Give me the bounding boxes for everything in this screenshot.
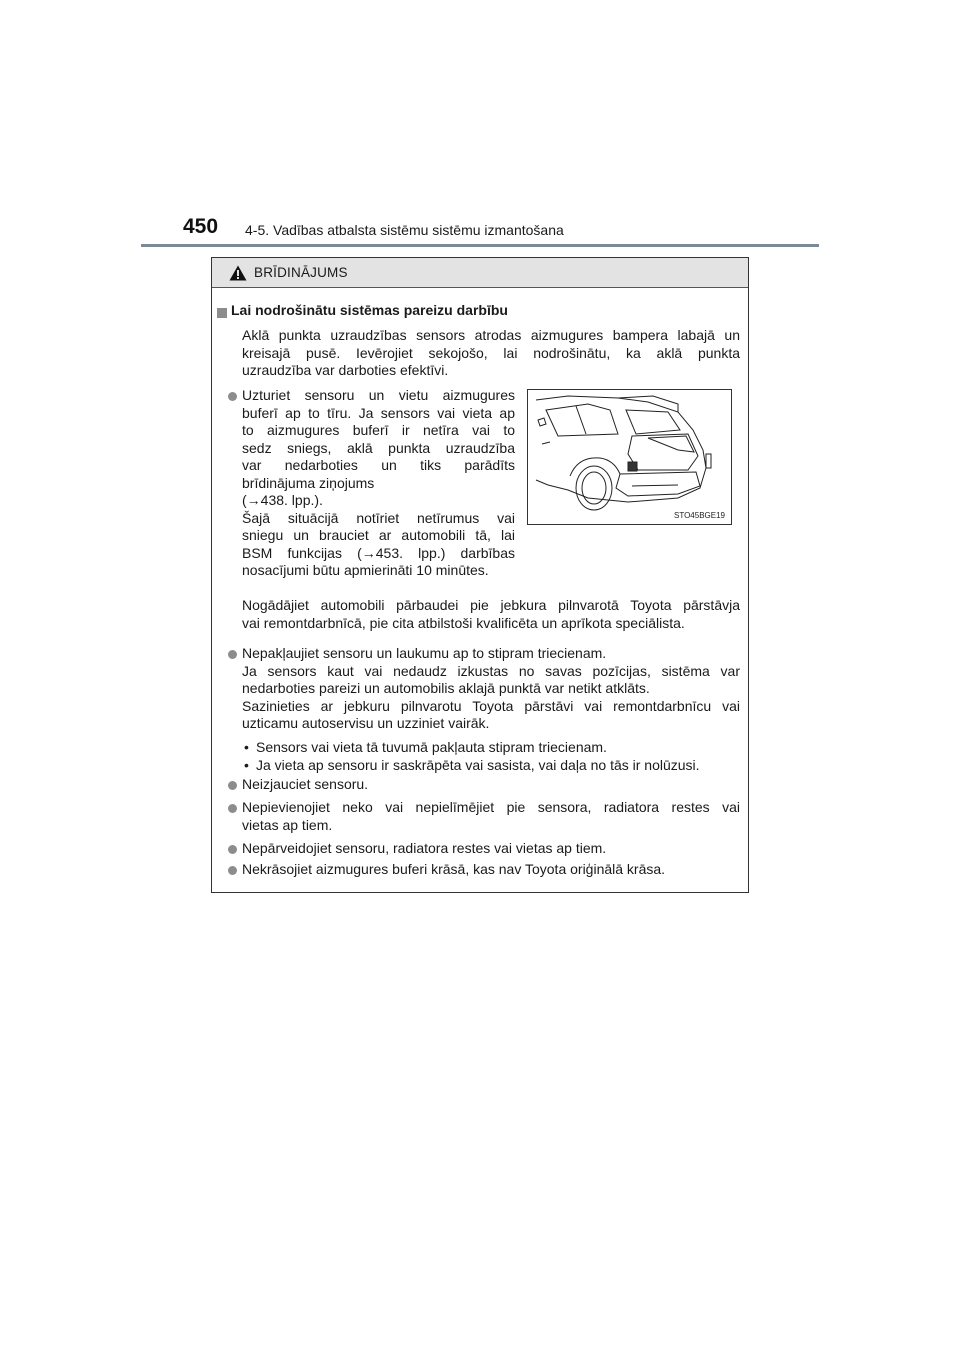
intro-line: Aklā punkta uzraudzības sensors atrodas aizmugures bampera labajā un [242, 327, 740, 343]
car-rear-illustration [527, 389, 732, 525]
sub-bullet-dot: • [244, 757, 249, 773]
bullet-line: (→438. lpp.). [242, 492, 323, 508]
sub-bullet-text: Ja vieta ap sensoru ir saskrāpēta vai sasista, vai daļa no tās ir nolūzusi. [256, 757, 700, 773]
bullet-circle-icon [228, 845, 237, 854]
bullet-line: Nepakļaujiet sensoru un laukumu ap to stipram triecienam. [242, 645, 607, 661]
bullet-line: BSM funkcijas (→453. lpp.) darbības [242, 544, 515, 561]
bullet-circle-icon [228, 866, 237, 875]
bullet-line: Nepārveidojiet sensoru, radiatora restes vai vietas ap tiem. [242, 840, 607, 856]
bullet-line: vietas ap tiem. [242, 816, 333, 833]
page-number: 450 [183, 215, 219, 238]
bullet-line: Sazinieties ar jebkuru pilnvarotu Toyota pārstāvi vai remontdarbnīcu vai [242, 697, 740, 714]
bullet-line: nosacījumi būtu apmierināti 10 minūtes. [242, 562, 489, 578]
bullet-line: buferī ap to tīru. Ja sensors vai vieta ap [242, 404, 515, 421]
bullet-line: sedz sniegs, aklā punkta uzraudzība [242, 439, 515, 456]
bullet-line: Neizjauciet sensoru. [242, 776, 369, 792]
bullet-line: to aizmugures buferī ir netīra vai to [242, 422, 515, 438]
figure-code: STO45BGE19 [674, 511, 725, 520]
intro-line: uzraudzība var darboties efektīvi. [242, 362, 449, 378]
sub-bullet-dot: • [244, 739, 249, 755]
bullet-circle-icon [228, 392, 237, 401]
header-rule [141, 244, 819, 247]
square-marker-icon [217, 308, 227, 318]
intro-line: kreisajā pusē. Ievērojiet sekojošo, lai nodrošinātu, ka aklā punkta [242, 344, 740, 361]
bullet-circle-icon [228, 650, 237, 659]
bullet-circle-icon [228, 781, 237, 790]
bullet-line: var nedarboties un tiks parādīts [242, 457, 515, 473]
bullet-line: Uzturiet sensoru un vietu aizmugures [242, 387, 515, 403]
bullet-line: nedarboties pareizi un automobilis aklajā punktā var netikt atklāts. [242, 680, 650, 696]
bullet-line: brīdinājuma ziņojums [242, 474, 375, 491]
warning-label: BRĪDINĀJUMS [254, 265, 348, 280]
paragraph-line: Nogādājiet automobili pārbaudei pie jebkura pilnvarotā Toyota pārstāvja [242, 597, 740, 613]
section-title: Lai nodrošinātu sistēmas pareizu darbību [231, 302, 508, 318]
paragraph-line: vai remontdarbnīcā, pie cita atbilstoši kvalificēta un aprīkota speciālista. [242, 614, 685, 631]
warning-triangle-icon [229, 265, 247, 281]
warning-box [211, 257, 749, 893]
bullet-line: Nekrāsojiet aizmugures buferi krāsā, kas nav Toyota oriģinālā krāsa. [242, 861, 666, 877]
bullet-line: Nepievienojiet neko vai nepielīmējiet pie sensora, radiatora restes vai [242, 799, 740, 815]
chapter-title: 4-5. Vadības atbalsta sistēmu sistēmu izmantošana [245, 222, 564, 238]
bullet-line: sniegu un brauciet ar automobili tā, lai [242, 527, 515, 543]
bullet-line: Šajā situācijā notīriet netīrumus vai [242, 509, 515, 526]
bullet-circle-icon [228, 804, 237, 813]
bullet-line: Ja sensors kaut vai nedaudz izkustas no savas pozīcijas, sistēma var [242, 662, 740, 679]
sub-bullet-text: Sensors vai vieta tā tuvumā pakļauta stipram triecienam. [256, 739, 607, 755]
warning-header [212, 258, 748, 288]
bullet-line: uzticamu autoservisu un uzziniet vairāk. [242, 715, 490, 731]
car-rear-drawing [528, 390, 731, 524]
